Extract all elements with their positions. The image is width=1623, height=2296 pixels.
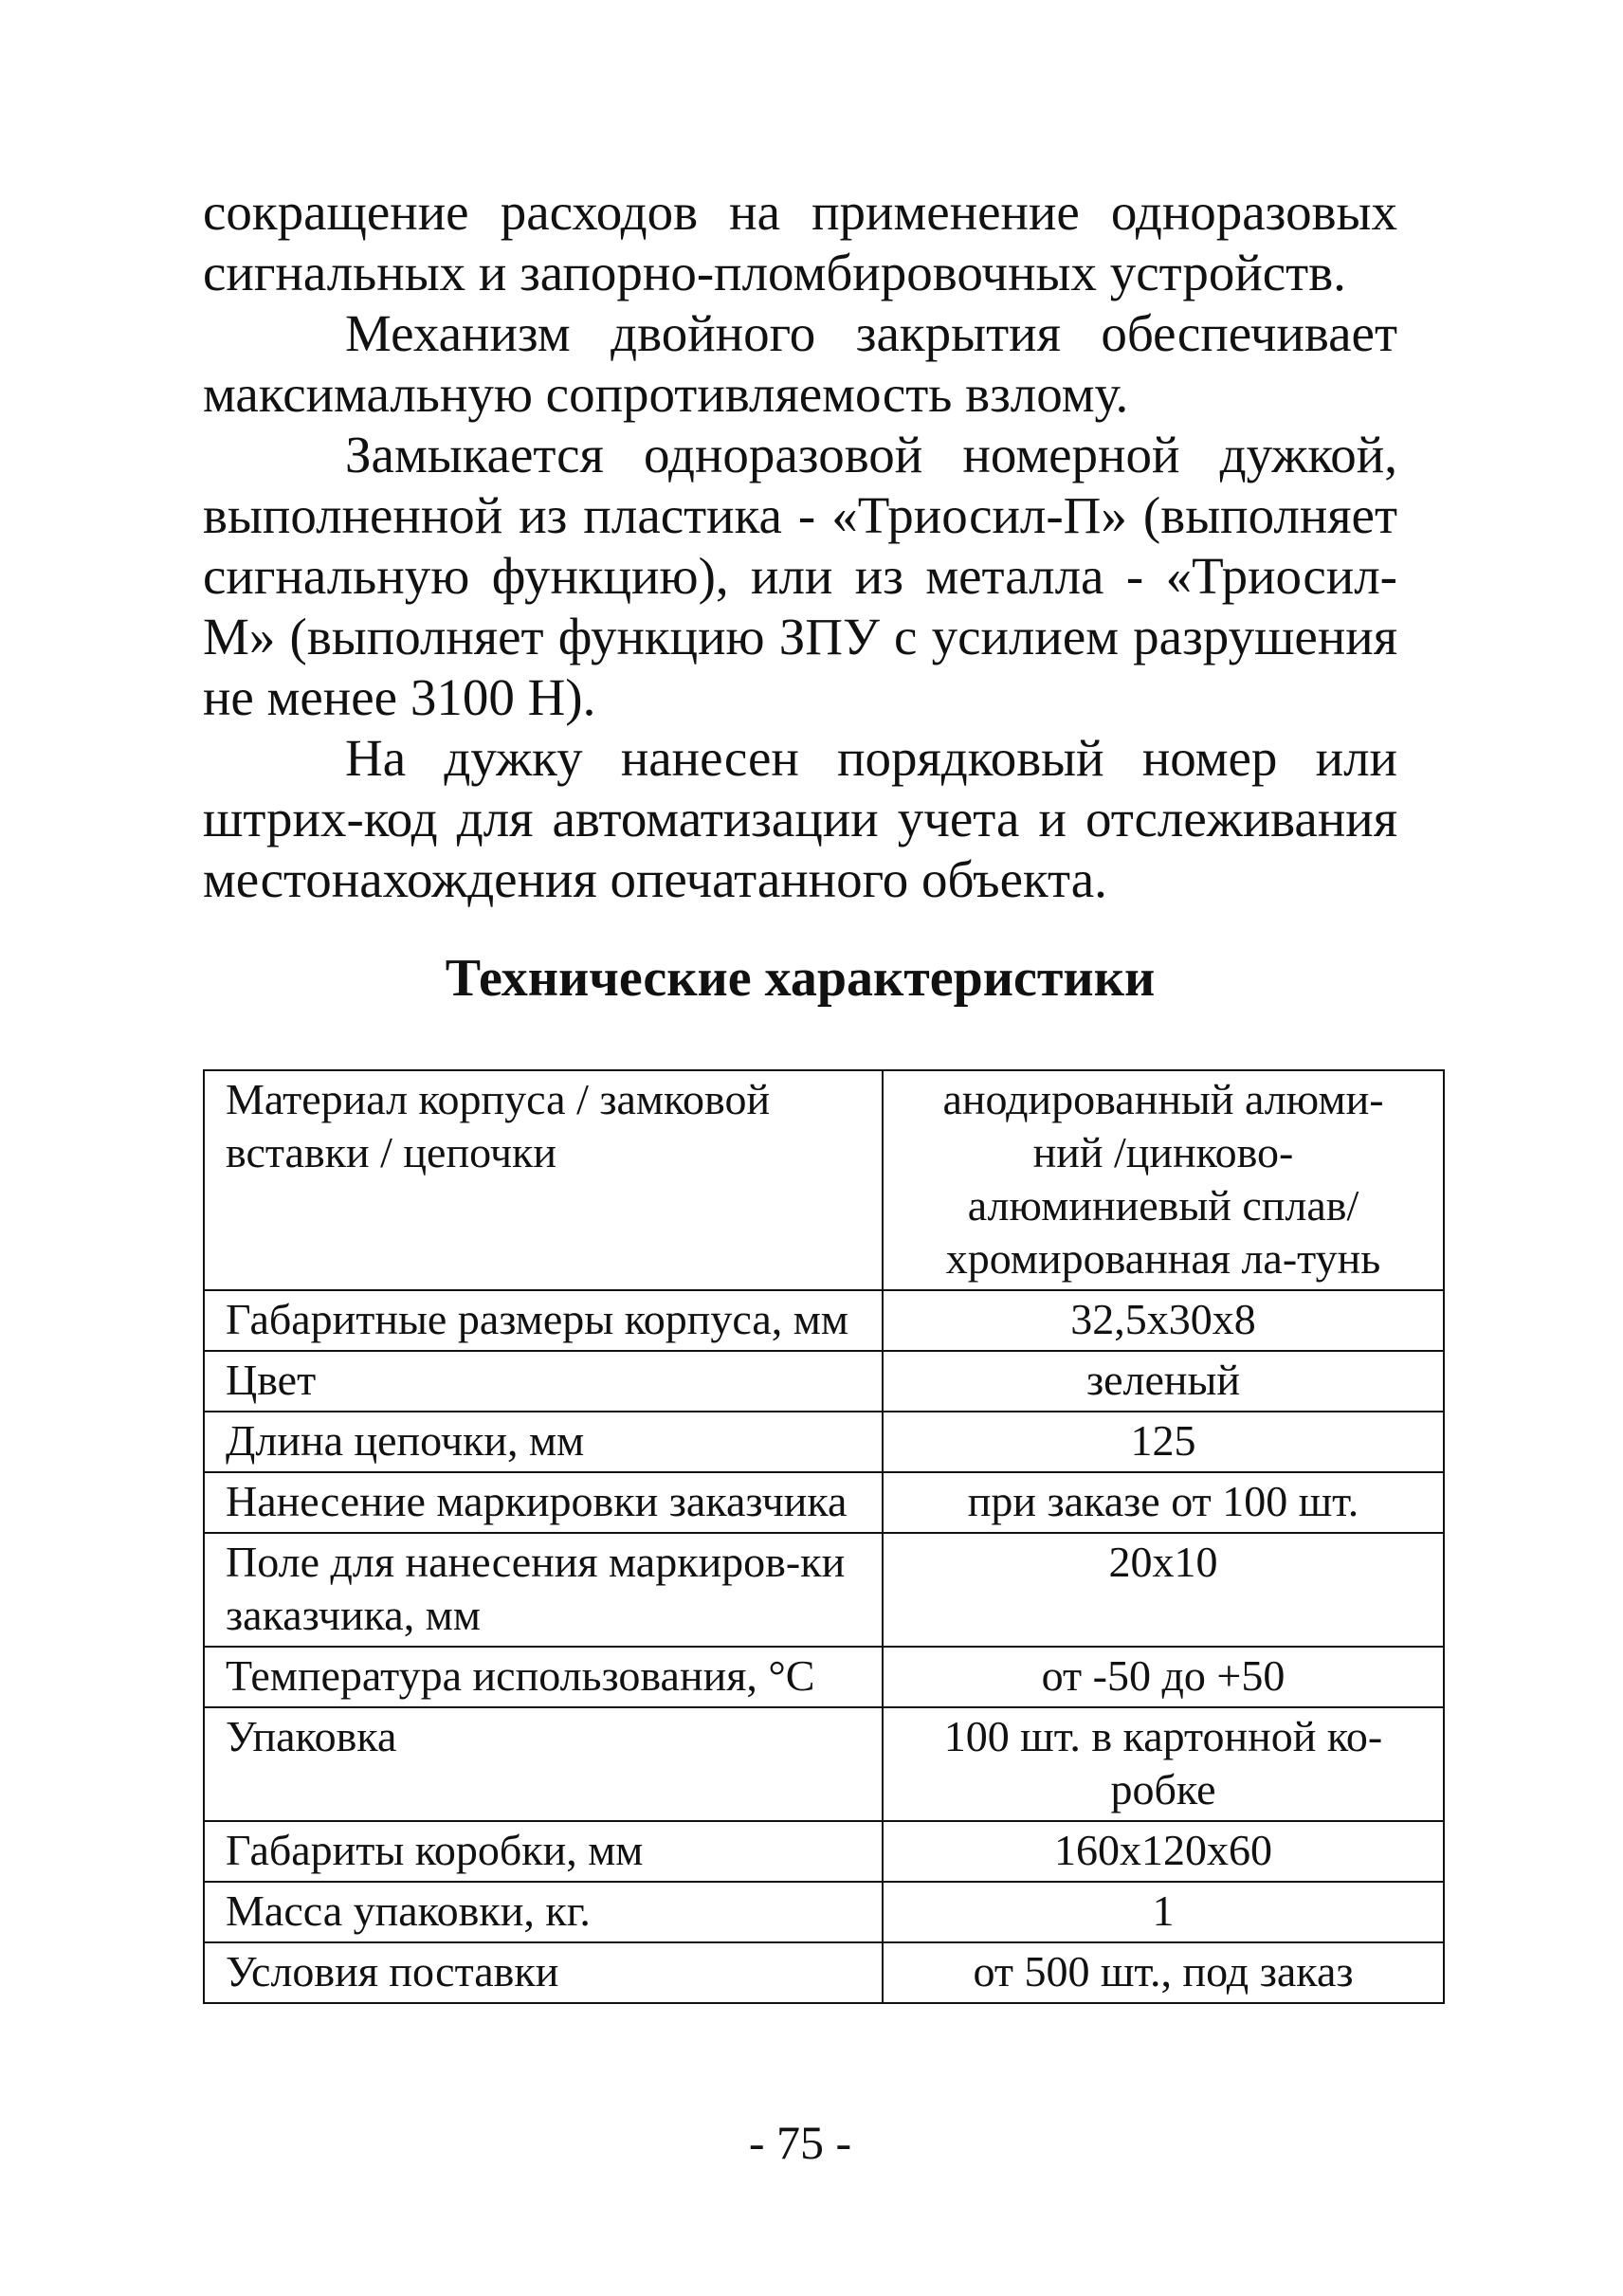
spec-value: 1 (883, 1882, 1444, 1942)
spec-param: Нанесение маркировки заказчика (204, 1472, 883, 1533)
spec-value: 125 (883, 1412, 1444, 1472)
spec-param: Условия поставки (204, 1942, 883, 2003)
paragraph: сокращение расходов на применение одноразовых сигнальных и запорно-пломбировочных устройств. (203, 183, 1397, 301)
body-text (203, 182, 1397, 910)
spec-param: Материал корпуса / замковой вставки / цепочки (204, 1070, 883, 1290)
spec-value: анодированный алюми-ний /цинково-алюминиевый сплав/хромированная ла-тунь (883, 1070, 1444, 1290)
spec-value: от 500 шт., под заказ (883, 1942, 1444, 2003)
spec-value: 160x120x60 (883, 1821, 1444, 1882)
spec-param: Температура использования, °С (204, 1647, 883, 1707)
section-title: Технические характеристики (445, 949, 1156, 1008)
spec-value: 100 шт. в картонной ко-робке (883, 1707, 1444, 1821)
table-row (204, 1882, 1444, 1942)
spec-param: Длина цепочки, мм (204, 1412, 883, 1472)
table-row (204, 1533, 1444, 1647)
paragraph: Замыкается одноразовой номерной дужкой, выполненной из пластика - «Триосил-П» (выполняет сигнальную функцию), или из металла - «Триосил-М» (выполняет функцию ЗПУ с усилием разрушения не менее 3100 Н). (203, 426, 1397, 726)
spec-value: 32,5x30x8 (883, 1290, 1444, 1351)
spec-param: Упаковка (204, 1707, 883, 1821)
spec-value: 20x10 (883, 1533, 1444, 1647)
spec-param: Масса упаковки, кг. (204, 1882, 883, 1942)
table-row (204, 1707, 1444, 1821)
spec-param: Габариты коробки, мм (204, 1821, 883, 1882)
table-row (204, 1351, 1444, 1412)
table-row (204, 1821, 1444, 1882)
table-row (204, 1472, 1444, 1533)
spec-param: Габаритные размеры корпуса, мм (204, 1290, 883, 1351)
spec-value: от -50 до +50 (883, 1647, 1444, 1707)
table-row (204, 1942, 1444, 2003)
page-number: - 75 - (748, 2116, 852, 2169)
specs-table (203, 1069, 1445, 2004)
table-row (204, 1070, 1444, 1290)
spec-param: Поле для нанесения маркиров-ки заказчика, мм (204, 1533, 883, 1647)
paragraph: На дужку нанесен порядковый номер или штрих-код для автоматизации учета и отслеживания местонахождения опечатанного объекта. (203, 729, 1397, 908)
spec-value: зеленый (883, 1351, 1444, 1412)
paragraph: Механизм двойного закрытия обеспечивает максимальную сопротивляемость взлому. (203, 304, 1397, 423)
table-row (204, 1290, 1444, 1351)
spec-param: Цвет (204, 1351, 883, 1412)
table-row (204, 1647, 1444, 1707)
spec-value: при заказе от 100 шт. (883, 1472, 1444, 1533)
table-row (204, 1412, 1444, 1472)
